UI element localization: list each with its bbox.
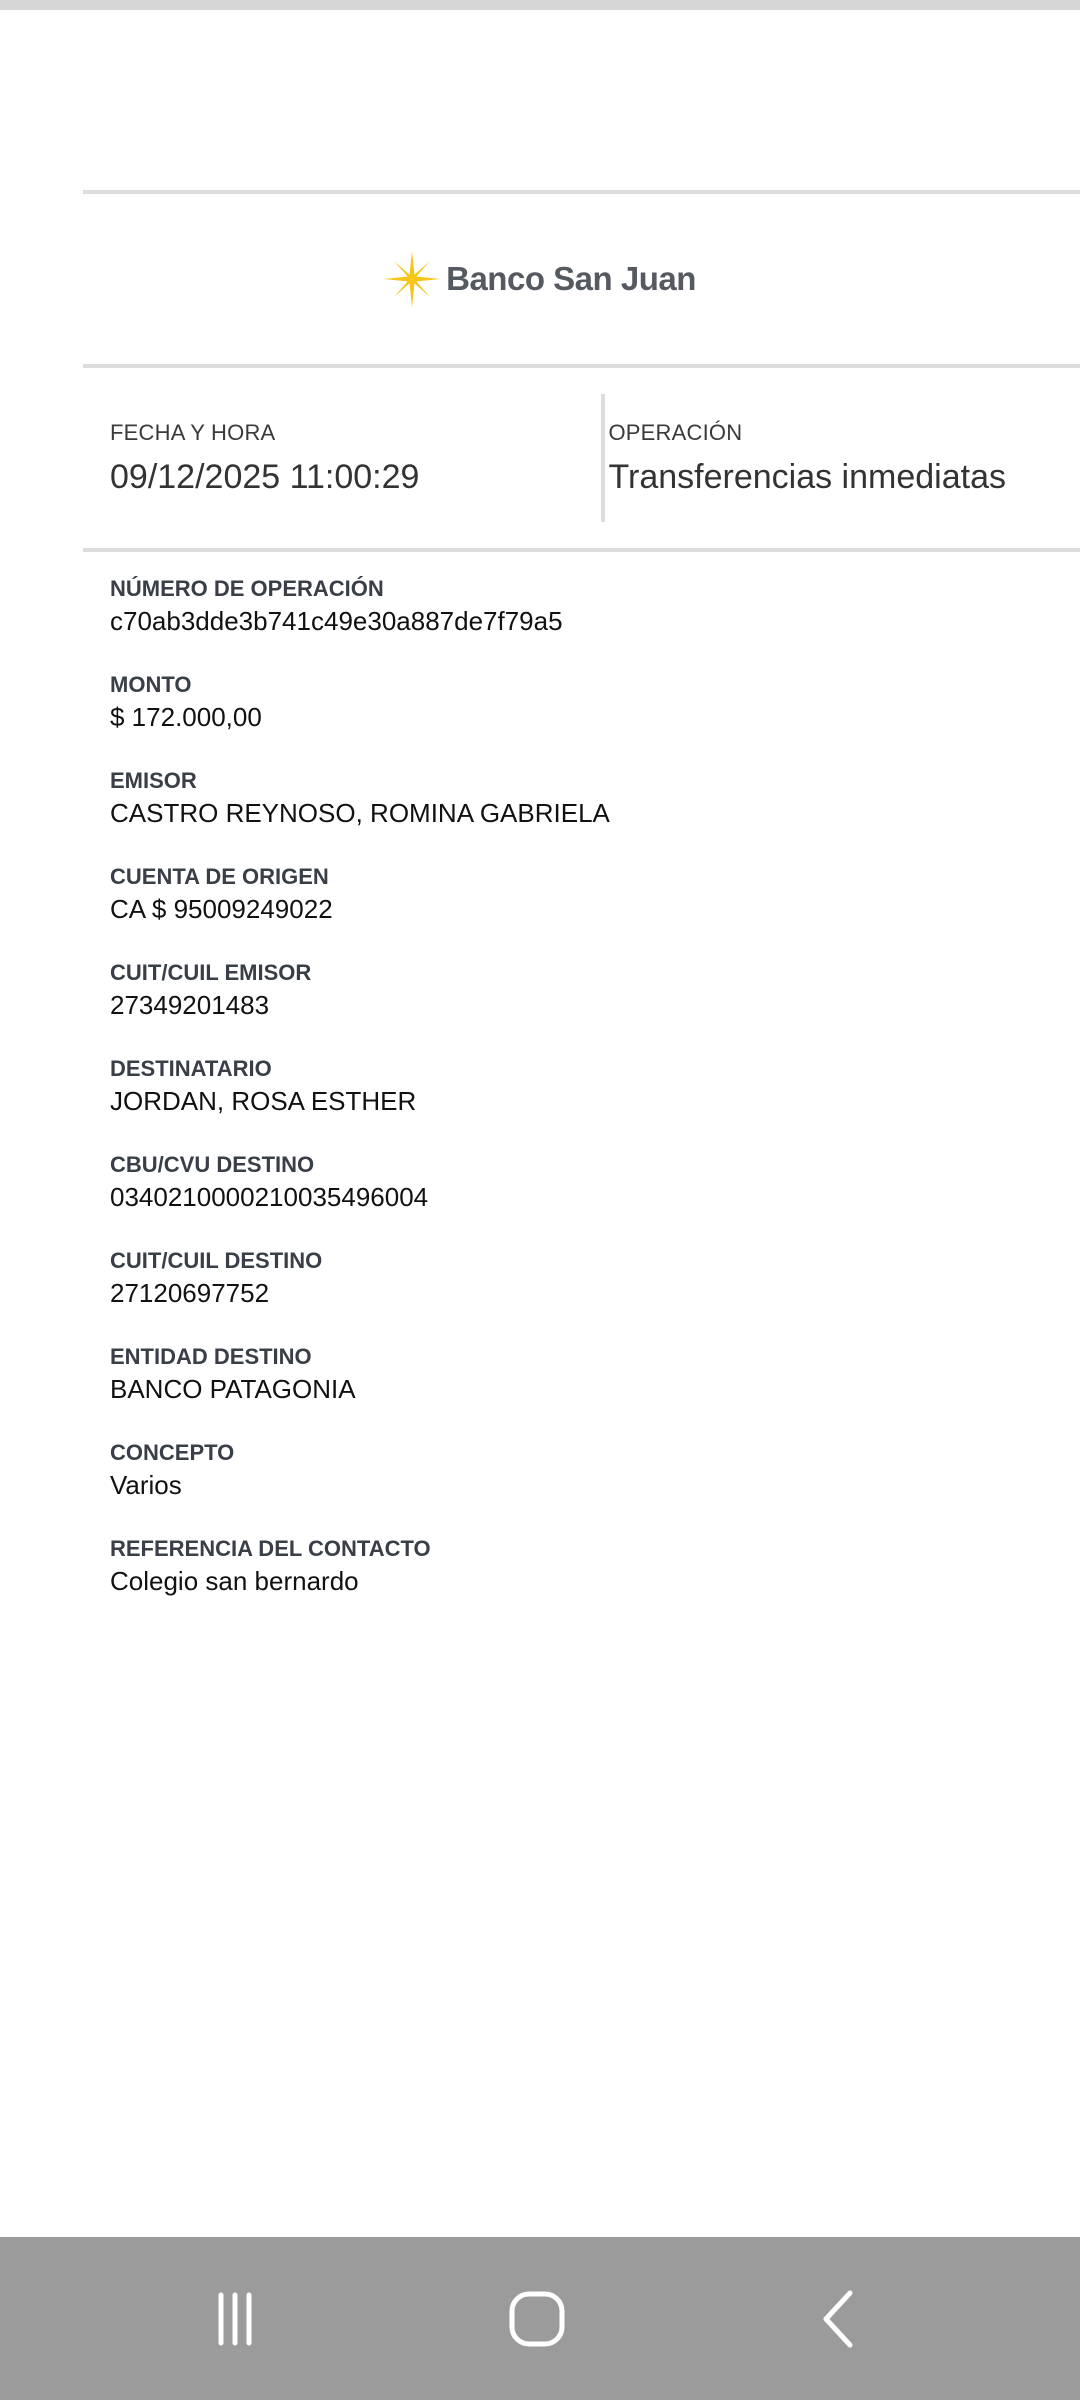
datetime-value: 09/12/2025 11:00:29 [110,458,420,496]
star-burst-logo-icon [382,249,442,309]
home-button[interactable] [437,2237,637,2400]
detail-value: 0340210000210035496004 [110,1182,429,1212]
bank-name: Banco San Juan [446,260,696,297]
detail-recipient [110,1054,1080,1150]
bank-logo [382,249,696,309]
datetime-block [83,368,582,548]
detail-operation-number [110,574,1080,670]
recent-apps-button[interactable] [135,2237,335,2400]
status-bar-edge [0,0,1080,10]
detail-amount [110,670,1080,766]
detail-contact-reference [110,1534,1080,1630]
detail-value: c70ab3dde3b741c49e30a887de7f79a5 [110,606,563,636]
home-icon [507,2289,567,2349]
transfer-receipt [83,190,1080,1630]
detail-value: CASTRO REYNOSO, ROMINA GABRIELA [110,798,610,828]
detail-concept [110,1438,1080,1534]
detail-value: Colegio san bernardo [110,1566,359,1596]
vertical-divider [601,394,605,522]
datetime-label: FECHA Y HORA [110,420,276,445]
detail-label: REFERENCIA DEL CONTACTO [110,1536,431,1561]
detail-value: $ 172.000,00 [110,702,262,732]
detail-value: Varios [110,1470,182,1500]
operation-value: Transferencias inmediatas [608,458,1006,496]
detail-label: EMISOR [110,768,197,793]
detail-label: MONTO [110,672,192,697]
bank-logo-row [83,194,1080,364]
back-button[interactable] [740,2237,940,2400]
detail-label: ENTIDAD DESTINO [110,1344,312,1369]
detail-value: BANCO PATAGONIA [110,1374,356,1404]
operation-label: OPERACIÓN [608,420,743,445]
operation-block [582,368,1080,548]
operation-summary [83,368,1080,548]
detail-value: 27349201483 [110,990,270,1020]
detail-destination-cuit [110,1246,1080,1342]
detail-label: CUENTA DE ORIGEN [110,864,329,889]
detail-sender [110,766,1080,862]
detail-label: DESTINATARIO [110,1056,272,1081]
detail-value: 27120697752 [110,1278,270,1308]
detail-sender-cuit [110,958,1080,1054]
detail-destination-cbu [110,1150,1080,1246]
detail-label: CUIT/CUIL EMISOR [110,960,312,985]
transfer-details [83,552,1080,1630]
detail-label: CBU/CVU DESTINO [110,1152,315,1177]
detail-destination-bank [110,1342,1080,1438]
back-icon [810,2289,870,2349]
detail-label: NÚMERO DE OPERACIÓN [110,576,384,601]
detail-value: JORDAN, ROSA ESTHER [110,1086,417,1116]
system-navigation-bar [0,2237,1080,2400]
recent-apps-icon [205,2289,265,2349]
detail-label: CUIT/CUIL DESTINO [110,1248,323,1273]
detail-label: CONCEPTO [110,1440,235,1465]
detail-origin-account [110,862,1080,958]
detail-value: CA $ 95009249022 [110,894,333,924]
